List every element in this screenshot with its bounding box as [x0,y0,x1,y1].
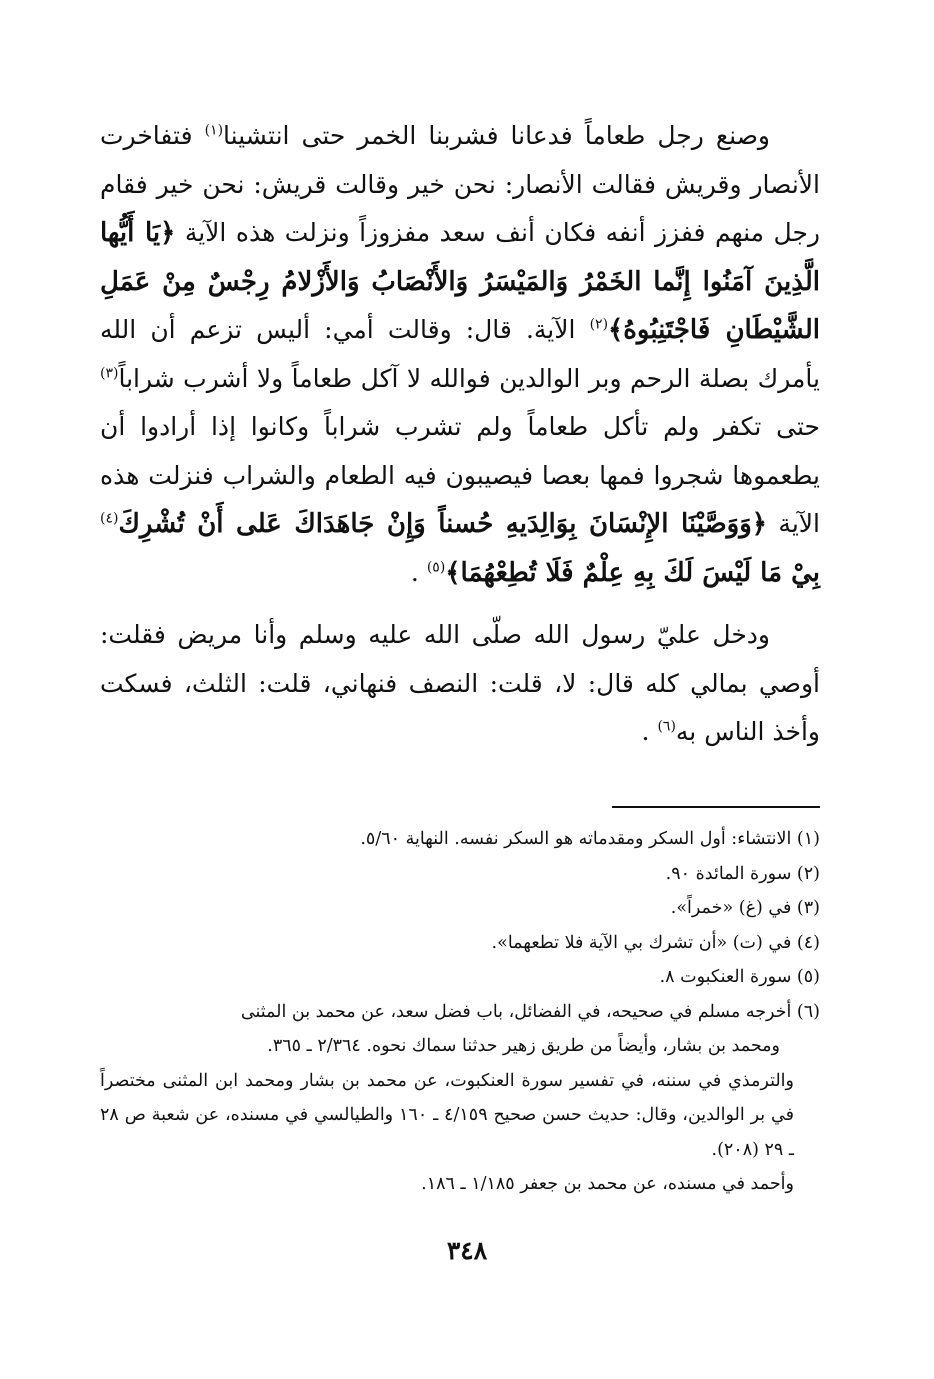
footnote-6-tirmidhi: والترمذي في سننه، في تفسير سورة العنكبوت، عن محمد بن بشار ومحمد ابن المثنى مختصراً في بر الوالدين، وقال: حديث حسن صحيح ٤/١٥٩ ـ ١٦٠ والطيالسي في مسنده، عن شعبة ص ٢٨ ـ ٢٩ (٢٠٨). [100,1070,794,1160]
text-run: وصنع رجل طعاماً فدعانا فشربنا الخمر حتى انتشينا [223,121,770,150]
footnote-separator [612,806,820,808]
footnote-6-continued: ومحمد بن بشار، وأيضاً من طريق زهير حدثنا سماك نحوه. ٢/٣٦٤ ـ ٣٦٥. [267,1036,780,1056]
footnote-ref-6[interactable]: (٦) [657,718,676,735]
footnote-ref-3[interactable]: (٣) [100,365,119,382]
footnote-5: (٥) سورة العنكبوت ٨. [659,967,820,987]
text-run: فتفاخرت الأنصار وقريش فقالت الأنصار: نحن خير وقالت قريش: نحن خير فقام رجل منهم ففزز أنفه فكان أنف سعد مفزوزاً ونزلت هذه الآية [100,121,821,247]
footnote-1: (١) الانتشاء: أول السكر ومقدماته هو السكر نفسه. النهاية ٥/٦٠. [360,829,820,849]
text-run: حتى تكفر ولم تأكل طعاماً ولم تشرب شراباً وكانوا إذا أرادوا أن يطعموها شجروا فمها بعصا فيصيبون فيه الطعام والشراب فنزلت هذه الآية [100,412,820,538]
footnote-6: (٦) أخرجه مسلم في صحيحه، في الفضائل، باب فضل سعد، عن محمد بن المثنى [240,1001,820,1022]
footnote-6-ahmad: وأحمد في مسنده، عن محمد بن جعفر ١/١٨٥ ـ ١٨٦. [421,1174,794,1194]
footnote-4: (٤) في (ت) «أن تشرك بي الآية فلا تطعهما». [491,932,820,953]
footnote-ref-5[interactable]: (٥) [426,559,446,576]
page-number: ٣٤٨ [446,1236,488,1265]
quran-verse-maidah: ﴿يَا أَيُّها الَّذِينَ آمَنُوا إِنَّما الخَمْرُ وَالمَيْسَرُ وَالأَنْصَابُ وَالأَزْلامُ رِجْسٌ مِنْ عَمَلِ الشَّيْطَانِ فَاجْتَنِبُوهُ﴾ [100,218,820,345]
text-run: . [641,717,658,746]
main-text-block [100,112,820,757]
body-text [100,112,820,757]
footnote-ref-4[interactable]: (٤) [100,510,119,527]
paragraph-1 [100,112,820,597]
footnote-2: (٢) سورة المائدة ٩٠. [665,863,820,884]
quran-verse-ankabut-end: بِيْ مَا لَيْسَ لَكَ بِهِ عِلْمٌ فَلَا تُطِعْهُمَا﴾ [445,557,820,588]
footnotes-block [100,822,820,1202]
text-run: . [410,557,427,587]
text-run: ودخل عليّ رسول الله صلّى الله عليه وسلم وأنا مريض فقلت: أوصي بمالي كله قال: لا، قلت: النصف فنهاني، قلت: الثلث، فسكت وأخذ الناس به [100,620,820,746]
quran-verse-ankabut: ﴿وَوَصَّيْنَا الإِنْسَانَ بِوَالِدَيهِ حُسناً وَإِنْ جَاهَدَاكَ عَلى أَنْ تُشْرِكَ [118,509,768,539]
footnote-3: (٣) في (غ) «خمراً». [670,898,820,918]
footnote-ref-2[interactable]: (٢) [589,316,609,333]
paragraph-2 [100,611,820,757]
text-run: الآية. قال: وقالت أمي: أليس تزعم أن الله يأمرك بصلة الرحم وبر الوالدين فوالله لا آكل طعاماً ولا أشرب شراباً [100,315,820,393]
footnote-ref-1[interactable]: (١) [204,122,224,139]
